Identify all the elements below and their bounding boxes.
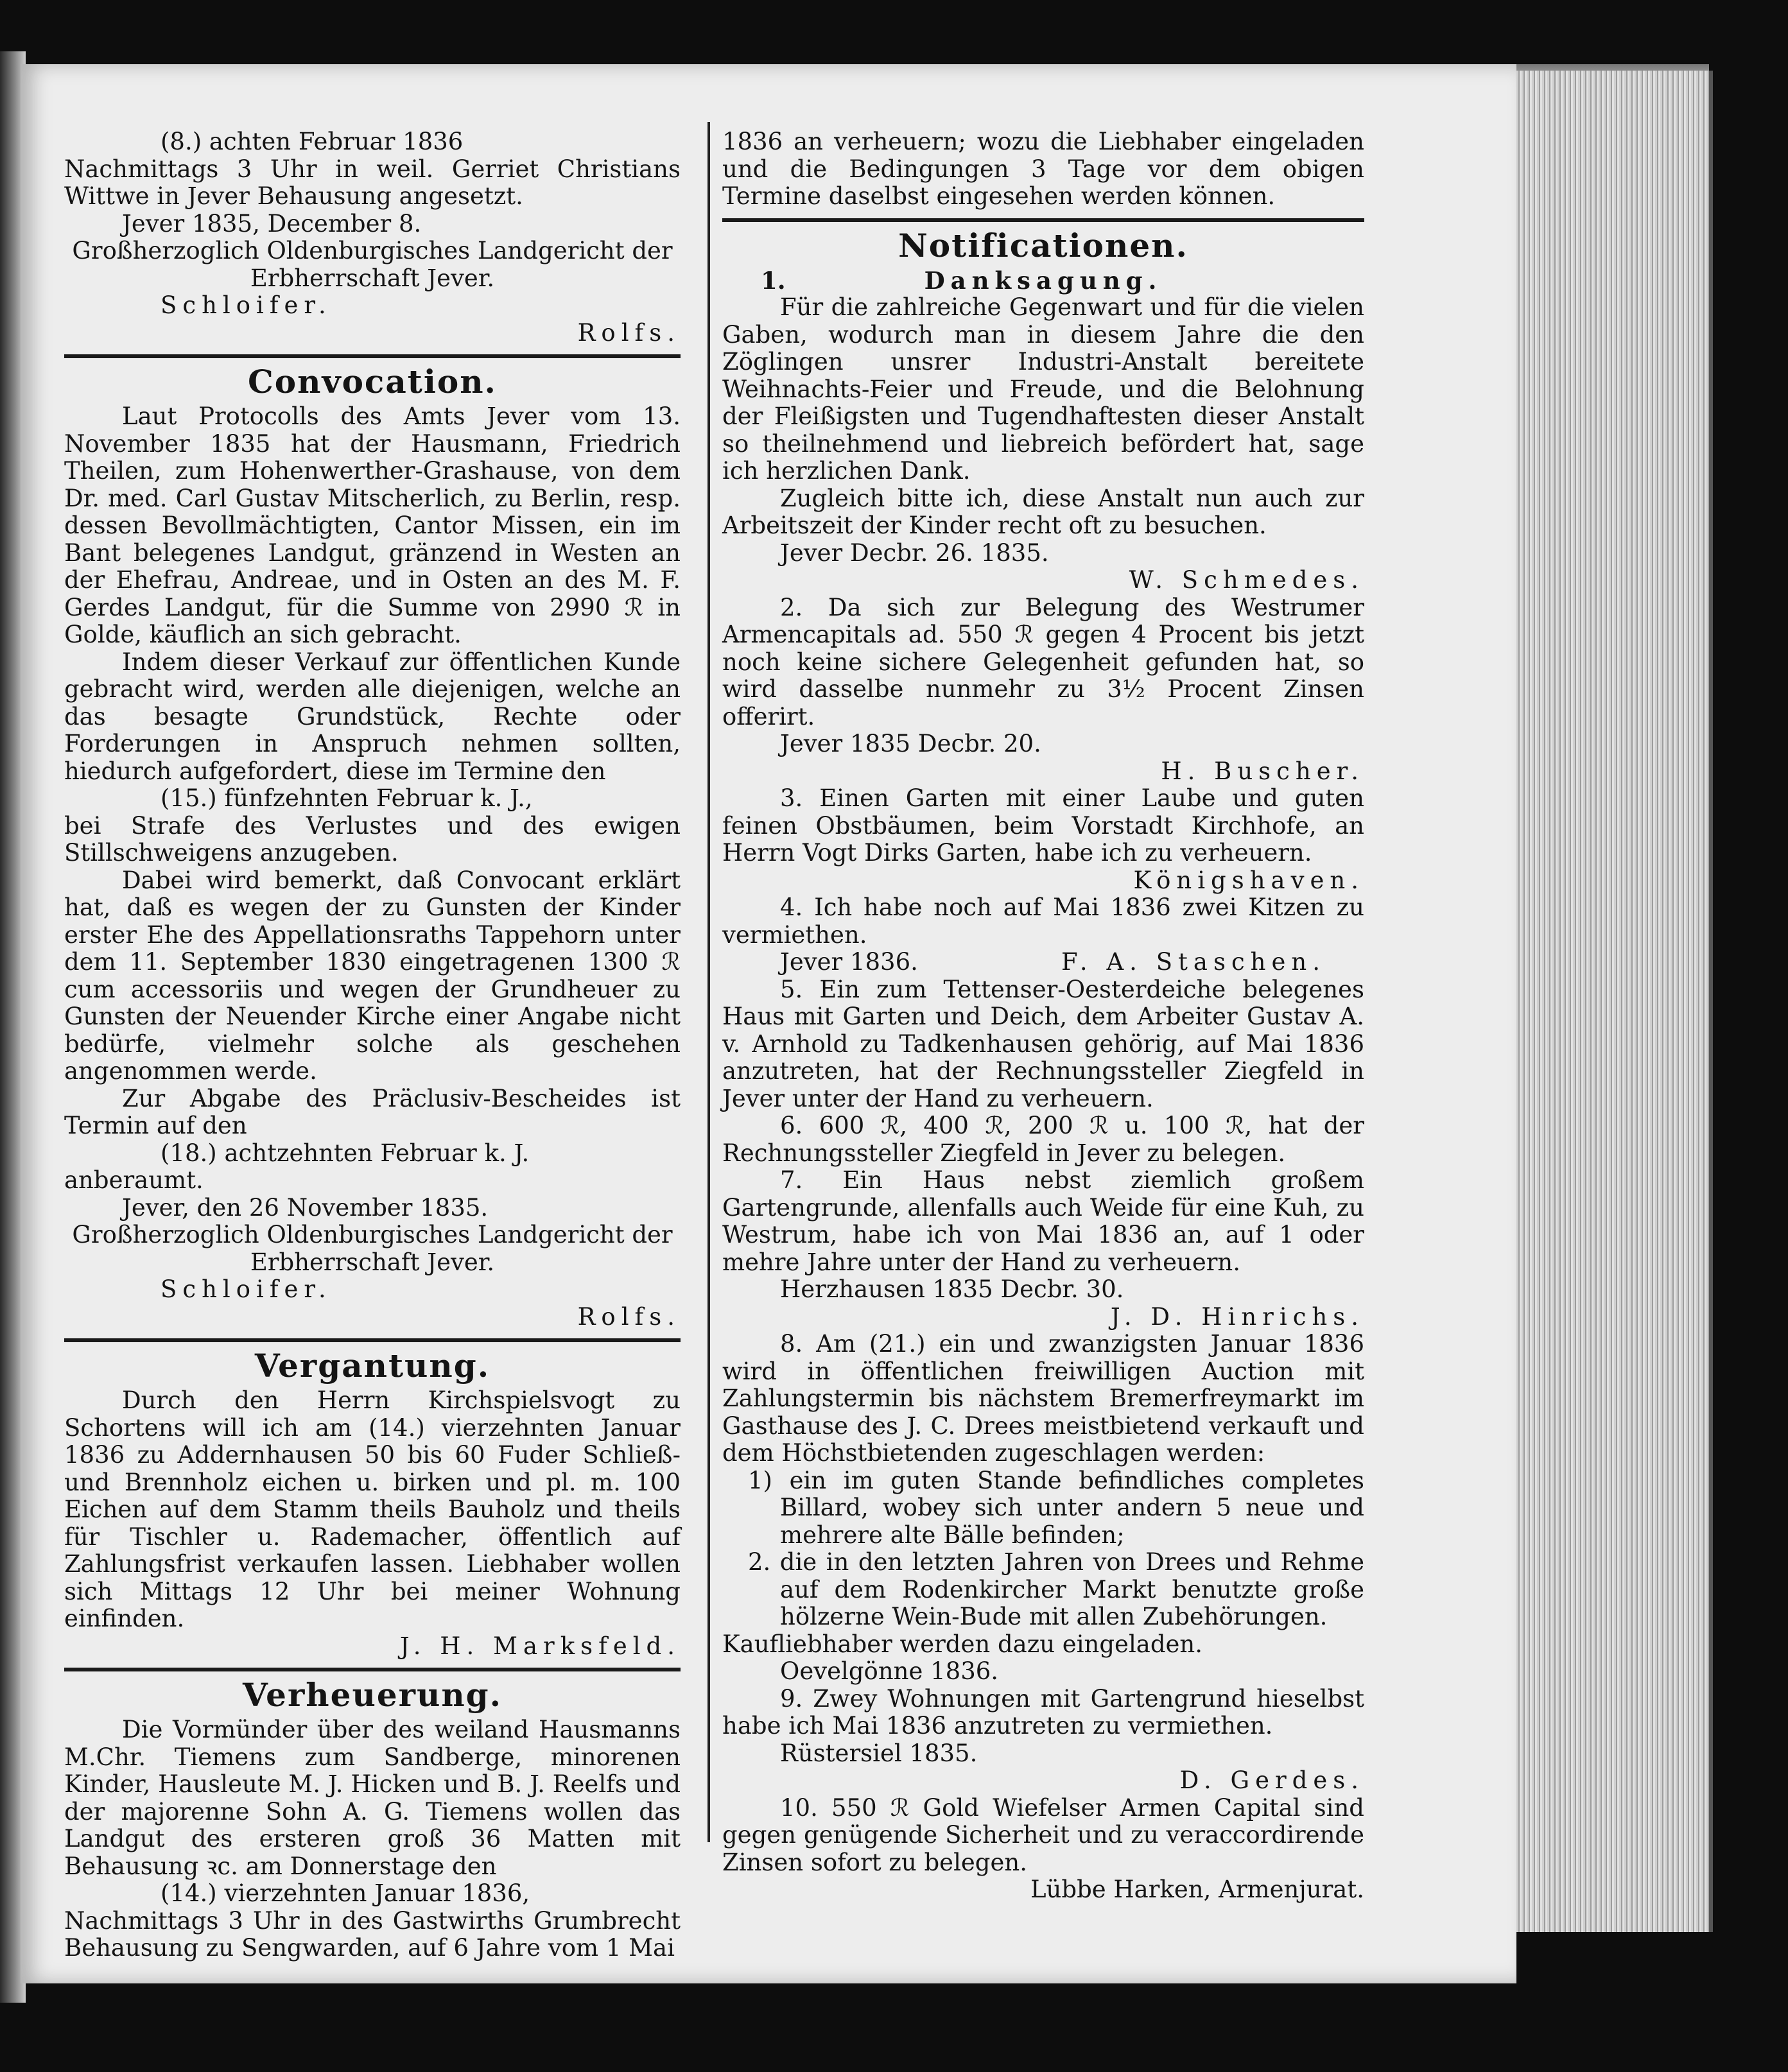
convocation-paragraph: Dabei wird bemerkt, daß Convocant erklärt hat, daß es wegen der zu Gunsten der Kinder erster Ehe des Appellationsraths Tappehorn unter dem 11. September 1830 eingetragenen 1300 ℛ cum accessoriis und wegen der Grundheuer zu Gunsten der Neuender Kirche einer Angabe nicht bedürfe, vielmehr solche als geschehen angenommen werde. — [64, 866, 681, 1085]
convocation-paragraph: Indem dieser Verkauf zur öffentlichen Kunde gebracht wird, werden alle diejenigen, welche an das besagte Grundstück, Rechte oder Forderungen in Anspruch nehmen sollten, hiedurch aufgefordert, diese im Termine den — [64, 648, 681, 785]
convocation-paragraph: Laut Protocolls des Amts Jever vom 13. November 1835 hat der Hausmann, Friedrich Theilen, zum Hohenwerther-Grashause, von dem Dr. med. Carl Gustav Mitscherlich, zu Berlin, resp. dessen Bevollmächtigten, Cantor Missen, ein im Bant belegenes Landgut, gränzend in Westen an der Ehefrau, Andreae, und in Osten an des M. F. Gerdes Landgut, für die Summe von 2990 ℛ in Golde, käuflich an sich gebracht. — [64, 402, 681, 648]
verheuerung-heading: Verheuerung. — [242, 1676, 503, 1714]
vergantung-heading: Vergantung. — [254, 1347, 490, 1385]
notice-4-date: Jever 1836. — [780, 948, 918, 976]
notice-1-signature: W. Schmedes. — [1129, 566, 1364, 594]
notice-8-list-item: 2. die in den letzten Jahren von Drees und Rehme auf dem Rodenkircher Markt benutzte große hölzerne Wein-Bude mit allen Zubehörungen. — [748, 1548, 1364, 1630]
convocation-date-line: (15.) fünfzehnten Februar k. J., — [161, 784, 533, 812]
notice-6-text: 6. 600 ℛ, 400 ℛ, 200 ℛ u. 100 ℛ, hat der Rechnungssteller Ziegfeld in Jever zu belegen. — [722, 1112, 1364, 1167]
notice-8-invitation: Kaufliebhaber werden dazu eingeladen. — [722, 1630, 1203, 1658]
notice-7-text: 7. Ein Haus nebst ziemlich großem Gartengrunde, allenfalls auch Weide für eine Kuh, zu Westrum, habe ich von Mai 1836 an, auf 1 oder mehre Jahre unter der Hand zu verheuern. — [722, 1166, 1364, 1276]
court-name: Großherzoglich Oldenburgisches Landgericht der Erbherrschaft Jever. — [72, 1221, 673, 1276]
left-column — [64, 128, 681, 1962]
notice-7-date: Herzhausen 1835 Decbr. 30. — [780, 1275, 1124, 1303]
notice-7-signature: J. D. Hinrichs. — [1110, 1302, 1364, 1331]
notice-1-text: Für die zahlreiche Gegenwart und für die vielen Gaben, wodurch man in diesem Jahre die den Zöglingen unsrer Industri-Anstalt bereitete Weihnachts-Feier und Freude, und die Belohnung der Fleißigsten und Tugendhaftesten dieser Anstalt so theilnehmend und liebreich befördert hat, sage ich herzlichen Dank. — [722, 293, 1364, 485]
notice-2-date: Jever 1835 Decbr. 20. — [780, 730, 1041, 757]
notice-4-text: 4. Ich habe noch auf Mai 1836 zwei Kitzen zu vermiethen. — [722, 894, 1364, 949]
notice-10-text: 10. 550 ℛ Gold Wiefelser Armen Capital sind gegen genügende Sicherheit und zu veraccordirende Zinsen sofort zu belegen. — [722, 1793, 1364, 1876]
convocation-paragraph: Zur Abgabe des Präclusiv-Bescheides ist Termin auf den — [64, 1084, 681, 1139]
verheuerung-paragraph: Nachmittags 3 Uhr in des Gastwirths Grumbrecht Behausung zu Sengwarden, auf 6 Jahre vom 1 Mai — [64, 1906, 681, 1962]
signature-marksfeld: J. H. Marksfeld. — [399, 1632, 681, 1660]
date-line: (8.) achten Februar 1836 — [161, 128, 464, 155]
notice-3-text: 3. Einen Garten mit einer Laube und guten feinen Obstbäumen, beim Vorstadt Kirchhofe, an Herrn Vogt Dirks Garten, habe ich zu verheuern. — [722, 784, 1364, 867]
notifications-heading: Notificationen. — [898, 226, 1188, 264]
notice-1-date: Jever Decbr. 26. 1835. — [780, 539, 1049, 567]
notice-8-text: 8. Am (21.) ein und zwanzigsten Januar 1836 wird in öffentlichen freiwilligen Auction mit Zahlungstermin bis nächstem Bremerfreymarkt im Gasthause des J. C. Drees meistbietend verkauft und dem Höchstbietenden zugeschlagen werden: — [722, 1330, 1364, 1467]
convocation-date-line: (18.) achtzehnten Februar k. J. — [161, 1139, 530, 1167]
court-name: Großherzoglich Oldenburgisches Landgericht der Erbherrschaft Jever. — [72, 237, 673, 292]
notice-5-text: 5. Ein zum Tettenser-Oesterdeiche belegenes Haus mit Garten und Deich, dem Arbeiter Gustav A. v. Arnhold zu Tadkenhausen gehörig, auf Mai 1836 anzutreten, hat der Rechnungssteller Ziegfeld in Jever unter der Hand zu verheuern. — [722, 975, 1364, 1112]
convocation-paragraph: anberaumt. — [64, 1166, 204, 1194]
notice-3-signature: Königshaven. — [1133, 866, 1364, 894]
notice-1-title-line — [722, 267, 1364, 295]
signature-schloifer: Schloifer. — [161, 291, 332, 319]
notice-9-signature: D. Gerdes. — [1179, 1766, 1364, 1794]
convocation-paragraph: bei Strafe des Verlustes und des ewigen Stillschweigens anzugeben. — [64, 811, 681, 867]
notice-9-date: Rüstersiel 1835. — [780, 1739, 978, 1767]
continuation-text: 1836 an verheuern; wozu die Liebhaber eingeladen und die Bedingungen 3 Tage vor dem obigen Termine daselbst eingesehen werden können. — [722, 128, 1364, 210]
signature-rolfs: Rolfs. — [577, 318, 681, 347]
vergantung-paragraph: Durch den Herrn Kirchspielsvogt zu Schortens will ich am (14.) vierzehnten Januar 1836 zu Addernhausen 50 bis 60 Fuder Schließ- und Brennholz eichen u. birken und pl. m. 100 Eichen auf dem Stamm theils Bauholz und theils für Tischler u. Rademacher, öffentlich auf Zahlungsfrist verkaufen lassen. Liebhaber wollen sich Mittags 12 Uhr bei meiner Wohnung einfinden. — [64, 1386, 681, 1632]
signature-rolfs: Rolfs. — [577, 1302, 681, 1331]
notice-8-date: Oevelgönne 1836. — [780, 1657, 999, 1685]
page-stack-edge — [1516, 71, 1713, 1932]
verheuerung-date-line: (14.) vierzehnten Januar 1836, — [161, 1879, 530, 1907]
section-rule — [64, 354, 681, 358]
notice-1-number: 1. — [761, 266, 786, 295]
notice-1-title: Danksagung. — [924, 266, 1163, 295]
convocation-date: Jever, den 26 November 1835. — [122, 1193, 489, 1222]
notice-text: Nachmittags 3 Uhr in weil. Gerriet Christians Wittwe in Jever Behausung angesetzt. — [64, 155, 681, 210]
notice-1-text: Zugleich bitte ich, diese Anstalt nun auch zur Arbeitszeit der Kinder recht oft zu besuchen. — [722, 484, 1364, 539]
signature-schloifer: Schloifer. — [161, 1275, 332, 1303]
notice-4-signature: F. A. Staschen. — [1061, 948, 1326, 976]
notice-9-text: 9. Zwey Wohnungen mit Gartengrund hieselbst habe ich Mai 1836 anzutreten zu vermiethen. — [722, 1684, 1364, 1740]
notice-2-text: 2. Da sich zur Belegung des Westrumer Armencapitals ad. 550 ℛ gegen 4 Procent bis jetzt noch keine sichere Gelegenheit gefunden hat, so wird dasselbe nunmehr zu 3½ Procent Zinsen offerirt. — [722, 593, 1364, 730]
column-divider — [707, 122, 710, 1842]
section-rule — [722, 218, 1364, 222]
convocation-heading: Convocation. — [248, 363, 497, 401]
section-rule — [64, 1668, 681, 1671]
verheuerung-paragraph: Die Vormünder über des weiland Hausmanns M.Chr. Tiemens zum Sandberge, minorenen Kinder, Hausleute M. J. Hicken und B. J. Reelfs und der majorenne Sohn A. G. Tiemens wollen das Landgut des ersteren groß 36 Matten mit Behausung ꝛc. am Donnerstage den — [64, 1716, 681, 1880]
notice-2-signature: H. Buscher. — [1161, 757, 1364, 785]
notice-4-footer — [722, 949, 1364, 976]
notice-10-signature: Lübbe Harken, Armenjurat. — [1030, 1876, 1364, 1903]
notice-8-list-item: 1) ein im guten Stande befindliches completes Billard, wobey sich unter andern 5 neue und mehrere alte Bälle befinden; — [748, 1466, 1364, 1549]
right-column — [722, 128, 1364, 1904]
section-rule — [64, 1338, 681, 1342]
notice-date: Jever 1835, December 8. — [122, 209, 422, 237]
